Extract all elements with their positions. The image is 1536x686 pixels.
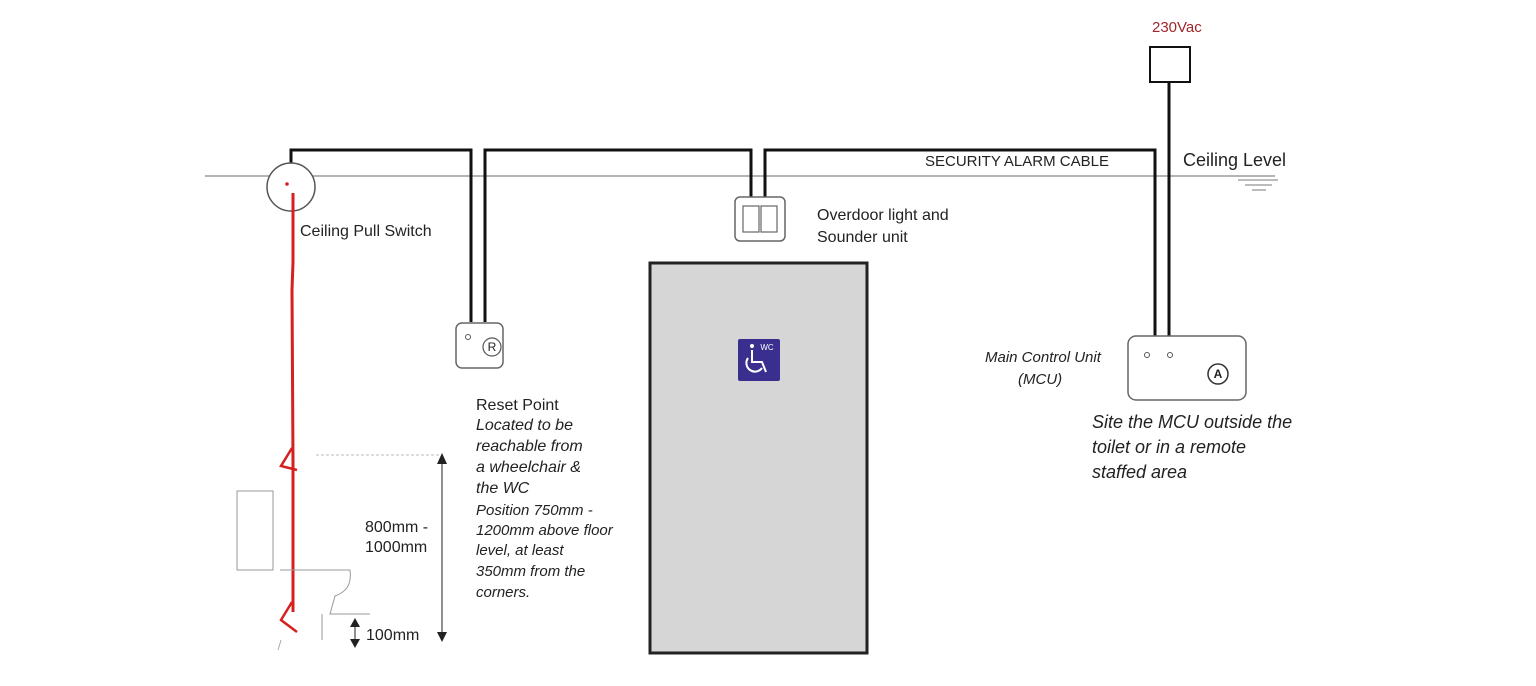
svg-text:Located to be: Located to be bbox=[476, 417, 573, 434]
ceiling-pull-switch bbox=[267, 163, 315, 211]
height-dimension-label-2: 1000mm bbox=[365, 539, 428, 556]
svg-text:Site the MCU outside the: Site the MCU outside the bbox=[1092, 412, 1293, 432]
overdoor-sounder-unit bbox=[735, 197, 785, 241]
door bbox=[650, 263, 867, 653]
pull-cord bbox=[278, 193, 297, 650]
reset-symbol: R bbox=[487, 340, 497, 354]
svg-text:a wheelchair &: a wheelchair & bbox=[476, 459, 581, 476]
svg-text:reachable from: reachable from bbox=[476, 438, 583, 455]
toilet-sketch bbox=[237, 491, 370, 640]
sounder-label-2: Sounder unit bbox=[817, 229, 908, 246]
svg-text:Position 750mm -: Position 750mm - bbox=[476, 502, 593, 519]
mcu-label-2: (MCU) bbox=[1018, 371, 1063, 388]
sounder-label-1: Overdoor light and bbox=[817, 207, 949, 224]
svg-text:corners.: corners. bbox=[476, 584, 531, 601]
wc-sign-text: WC bbox=[760, 343, 774, 352]
mcu-note bbox=[1092, 412, 1292, 482]
ceiling-level-symbol bbox=[1238, 180, 1278, 190]
supply-label: 230Vac bbox=[1152, 19, 1202, 36]
cable-label: SECURITY ALARM CABLE bbox=[925, 153, 1109, 170]
svg-text:the WC: the WC bbox=[476, 480, 530, 497]
ceiling-level-label: Ceiling Level bbox=[1183, 150, 1287, 170]
svg-text:staffed area: staffed area bbox=[1092, 462, 1188, 482]
reset-point bbox=[456, 323, 503, 368]
mcu-label-1: Main Control Unit bbox=[985, 349, 1101, 366]
main-control-unit bbox=[1128, 336, 1246, 400]
wc-sign bbox=[738, 339, 780, 381]
supply-box bbox=[1150, 47, 1190, 82]
reset-description bbox=[476, 417, 614, 601]
pull-switch-label: Ceiling Pull Switch bbox=[300, 223, 432, 240]
floor-dimension bbox=[350, 618, 360, 648]
floor-dimension-label: 100mm bbox=[366, 627, 420, 644]
reset-title: Reset Point bbox=[476, 397, 559, 414]
pull-switch-dot bbox=[285, 182, 289, 186]
svg-text:350mm from the: 350mm from the bbox=[476, 563, 586, 580]
svg-text:1200mm above floor: 1200mm above floor bbox=[476, 522, 613, 539]
svg-text:level, at least: level, at least bbox=[476, 542, 564, 559]
svg-text:toilet or in a remote: toilet or in a remote bbox=[1092, 437, 1247, 457]
mcu-symbol: A bbox=[1213, 367, 1223, 381]
height-dimension-label-1: 800mm - bbox=[365, 519, 429, 536]
